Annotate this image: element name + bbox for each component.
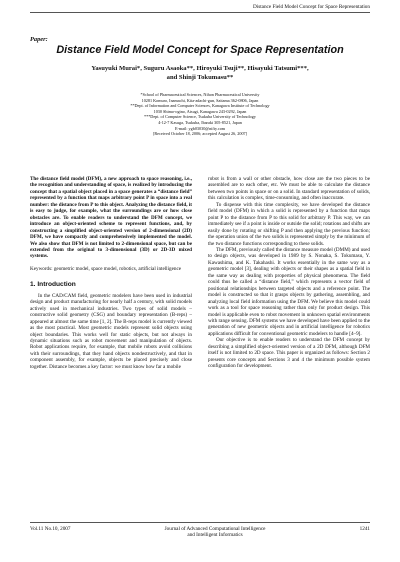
section-heading: 1. Introduction (30, 281, 76, 289)
paper-label: Paper: (30, 36, 48, 43)
affiliation-line: **Dept. of Information and Computer Sciences, Kanagawa Institute of Technology (130, 103, 270, 109)
body-paragraph: Our objective is to enable readers to understand the DFM concept by describing a simplified object-oriented version of a 2D DFM, although DFM itself is not limited to 2D space. This paper is organized as follows: Section 2 presents core concepts and Sections 3 and 4 the minimum possible system configuration for development. (208, 337, 370, 370)
footer-journal-line-1: Journal of Advanced Computational Intelligence (164, 526, 266, 532)
affiliation-line: 4-12-7 Kasuga, Tsukuba, Ibaraki 305-8521, Japan (158, 119, 242, 125)
keywords: Keywords: geometric model, space model, robotics, artificial intelligence (30, 265, 182, 272)
authors-line-1: Yasuyuki Murai*, Suguru Asaoka**, Hiroyuki Tsuji**, Hisayuki Tatsumi***, (91, 65, 309, 72)
email-line: E-mail: ygb03030@nifty.com (174, 125, 226, 131)
affiliation-line: ***Dept. of Computer Science, Tsukuba University of Technology (144, 114, 256, 120)
affiliation-line: *School of Pharmaceutical Sciences, Nihon Pharmaceutical University (140, 92, 260, 97)
received-date: [Received October 18, 2006; accepted August 26, 2007] (152, 131, 248, 137)
body-paragraph: robot is from a wall or other obstacle, how close are the two pieces to be assembled are to each other, etc. We must be able to calculate the distance between two points in space or on a solid. In standard representation of solids, this calculation is complex, time-consuming, and often inaccurate. (208, 176, 370, 202)
paper-title: Distance Field Model Concept for Space Representation (56, 44, 344, 56)
abstract: The distance field model (DFM), a new approach to space reasoning, i.e., the recognition and understanding of space, is realized by introducing the concept that a spatial object placed in a space generates a “distance field” represented by a function that maps arbitrary point P in space into a real number: the distance from P to this object. Analyzing the distance field, it is easy to judge, for example, what the surroundings are or how close obstacles are. To enable readers to understand the DFM concept, we introduce an object-oriented scheme to represent functions, and, by constructing a simplified object-oriented version of 2-dimensional (2D) DFM, we have compactly and comprehensively implemented the model. We also show that DFM is not limited to 2-dimensional space, but can be extended from the original to 3-dimensional (3D) or 2D-3D mixed systems. (30, 176, 192, 260)
footer-journal-line-2: and Intelligent Informatics (187, 532, 243, 538)
authors-line-2: and Shinji Tokumasu** (166, 74, 234, 81)
affiliation-line: 10281 Komuro, Inamachi, Kita-adachi-gun, Saitama 362-0806, Japan (141, 97, 259, 103)
body-paragraph: The DFM, previously called the distance measure model (DMM) and used to design objects, was developed in 1989 by S. Nonaka, S. Tokumasu, Y. Kawashima, and K. Takahashi. It works essentially in the same way as a geometric model [3], dealing with objects or their shapes as a spatial field in the same way as dealing with properties of physical phenomena. The field could thus be called a “distance field,” which represents a vector field of positional relationships between targeted objects and a reference point. The model is constructed so that it grasps objects by gathering, assembling, and analyzing local field information using the DFM. We believe this model could work as a tool for space reasoning rather than only for product design. This model is applicable even to robot movement in unknown spatial environments with range sensing. DFM systems we have developed have been applied to the generation of new geometric objects and in artificial intelligence for robotics applications difficult for conventional geometric modelers to handle [4–9]. (208, 246, 370, 337)
body-paragraph: In the CAD/CAM field, geometric modelers have been used in industrial design and product manufacturing for nearly half a century, with solid models actively used in mechanical industries. Two types of solid models – constructive solid geometry (CSG) and boundary representation (B-reps) – appeared at almost the same time [1, 2]. The B-reps model is currently viewed as the most practical. Most geometric models represent solid objects using object boundaries. This works well for static objects, but not always in dynamic situations such as robot movement and manipulation of objects. Robot applications require, for example, that mobile robots avoid collisions with their surroundings, that they hand objects nondestructively, and that in component assembly, for example, objects be placed precisely and close together. Distance becomes a key factor: we must know how far a mobile (30, 292, 192, 370)
footer-journal (165, 526, 266, 538)
affiliation-line: 1030 Shimo-ogino, Atsugi, Kanagawa 243-0292, Japan (153, 108, 247, 114)
left-column (30, 176, 192, 370)
affiliations (60, 92, 340, 137)
right-column (208, 176, 370, 370)
authors (30, 64, 370, 82)
body-paragraph: To dispense with this time complexity, we have developed the distance field model (DFM) in which a solid is represented by a function that maps point P to the distance from P to this solid for arbitrary P. This way, we can immediately see if a point is inside or outside the solid; rotations and shifts are easily done by rotating or shifting P and then applying the previous function; the operation union of the two solids is represented simply by the minimum of the two distance functions corresponding to these solids. (208, 201, 370, 247)
running-header: Distance Field Model Concept for Space Representation (30, 4, 370, 13)
footer-volume: Vol.11 No.10, 2007 (30, 526, 71, 532)
page-number: 1241 (359, 526, 370, 532)
page-footer (30, 522, 370, 538)
